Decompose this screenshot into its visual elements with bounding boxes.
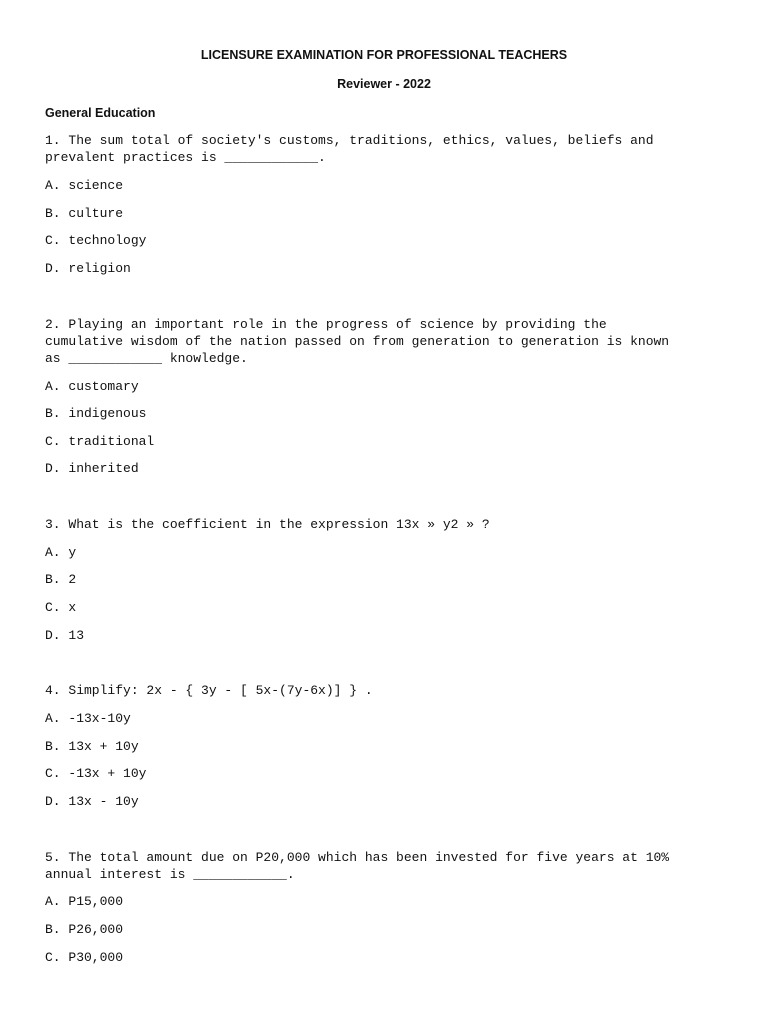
- question-2-choice-b: B. indigenous: [45, 406, 147, 421]
- question-5-choice-c: C. P30,000: [45, 950, 124, 965]
- question-1-choice-c: C. technology: [45, 233, 147, 248]
- question-2-line-1: 2. Playing an important role in the progress of science by providing the: [45, 317, 607, 332]
- question-2-choice-a: A. customary: [45, 379, 139, 394]
- question-5-line-2: annual interest is ____________.: [45, 867, 295, 882]
- question-3-choice-a: A. y: [45, 545, 77, 560]
- question-4-choice-b: B. 13x + 10y: [45, 739, 139, 754]
- question-4-choice-a: A. -13x-10y: [45, 711, 131, 726]
- question-5-choice-b: B. P26,000: [45, 922, 124, 937]
- question-5-line-1: 5. The total amount due on P20,000 which has been invested for five years at 10%: [45, 850, 670, 865]
- question-1-choice-a: A. science: [45, 178, 124, 193]
- question-1-line-2: prevalent practices is ____________.: [45, 150, 326, 165]
- document-title: LICENSURE EXAMINATION FOR PROFESSIONAL TEACHERS: [200, 48, 568, 62]
- question-1-choice-b: B. culture: [45, 206, 124, 221]
- question-2-choice-c: C. traditional: [45, 434, 155, 449]
- question-3-choice-d: D. 13: [45, 628, 85, 643]
- question-1-choice-d: D. religion: [45, 261, 131, 276]
- question-4-choice-d: D. 13x - 10y: [45, 794, 139, 809]
- question-2-line-3: as ____________ knowledge.: [45, 351, 248, 366]
- question-5-choice-a: A. P15,000: [45, 894, 124, 909]
- question-2-choice-d: D. inherited: [45, 461, 139, 476]
- section-heading: General Education: [45, 106, 156, 120]
- question-1-line-1: 1. The sum total of society's customs, traditions, ethics, values, beliefs and: [45, 133, 654, 148]
- question-3-line-1: 3. What is the coefficient in the expression 13x » y2 » ?: [45, 517, 490, 532]
- question-3-choice-b: B. 2: [45, 572, 77, 587]
- question-4-line-1: 4. Simplify: 2x - { 3y - [ 5x-(7y-6x)] } .: [45, 683, 373, 698]
- question-2-line-2: cumulative wisdom of the nation passed on from generation to generation is known: [45, 334, 670, 349]
- document-subtitle: Reviewer - 2022: [337, 77, 431, 91]
- question-3-choice-c: C. x: [45, 600, 77, 615]
- question-4-choice-c: C. -13x + 10y: [45, 766, 147, 781]
